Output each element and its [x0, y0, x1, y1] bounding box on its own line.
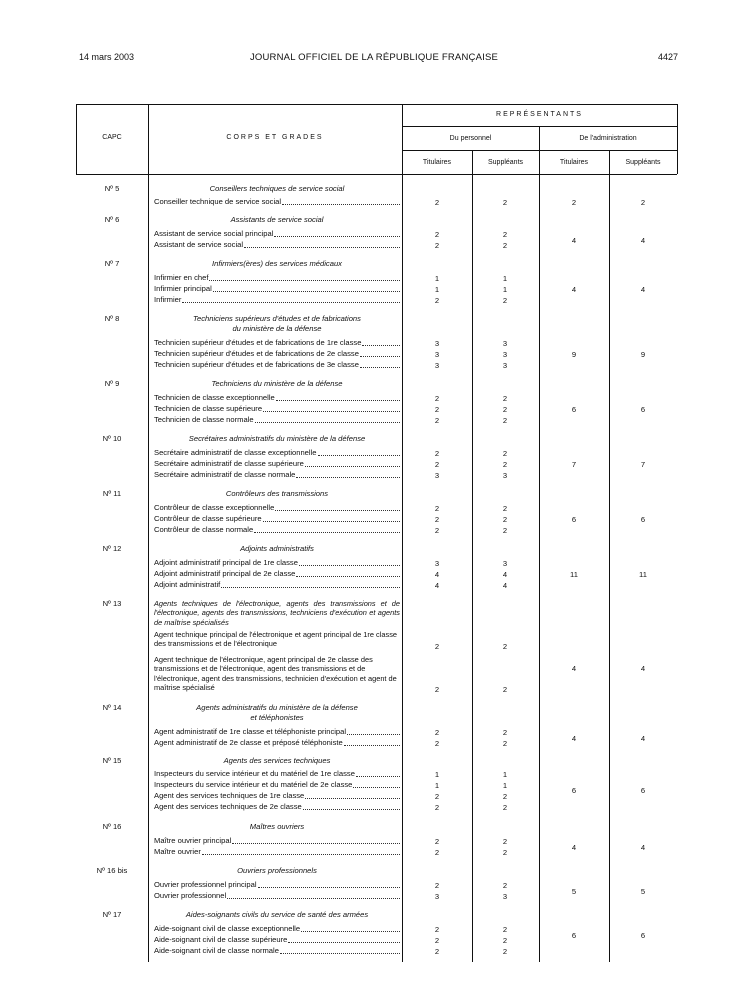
grade-line: Ouvrier professionnel	[154, 891, 400, 902]
grade-line: Aide-soignant civil de classe normale	[154, 946, 400, 957]
suppleants-value: 2	[502, 230, 508, 239]
suppleants-value: 2	[502, 416, 508, 425]
admin-titulaires-value: 4	[571, 236, 577, 245]
column-capc: CAPC	[102, 134, 122, 141]
admin-suppleants-value: 11	[639, 570, 647, 579]
grade-line: Agent des services techniques de 2e classe	[154, 802, 400, 813]
titulaires-value: 4	[434, 570, 440, 579]
admin-titulaires-value: 2	[571, 198, 577, 207]
category-title: Contrôleurs des transmissions	[225, 489, 329, 498]
grade-line: Assistant de service social	[154, 240, 400, 251]
category-title: Conseillers techniques de service social	[209, 184, 345, 193]
suppleants-value: 3	[502, 339, 508, 348]
grade-line: Technicien de classe normale	[154, 415, 400, 426]
admin-titulaires-value: 6	[571, 405, 577, 414]
titulaires-value: 2	[434, 803, 440, 812]
titulaires-value: 2	[434, 394, 440, 403]
category-title: Techniciens supérieurs d'études et de fabrications	[193, 314, 361, 323]
suppleants-value: 1	[502, 770, 508, 779]
titulaires-value: 3	[434, 339, 440, 348]
grade-line: Maître ouvrier	[154, 847, 400, 858]
grade-line: Agent des services techniques de 1re classe	[154, 791, 400, 802]
suppleants-value: 2	[502, 460, 508, 469]
admin-suppleants-value: 7	[640, 460, 646, 469]
admin-titulaires-value: 7	[571, 460, 577, 469]
titulaires-value: 2	[434, 881, 440, 890]
titulaires-value: 2	[434, 460, 440, 469]
admin-titulaires-value: 11	[570, 570, 578, 579]
suppleants-value: 3	[502, 350, 508, 359]
column-de-administration: De l'administration	[579, 135, 637, 142]
titulaires-value: 3	[434, 361, 440, 370]
admin-suppleants-value: 6	[640, 515, 646, 524]
titulaires-value: 2	[434, 936, 440, 945]
grade-line: Technicien supérieur d'études et de fabrications de 3e classe	[154, 360, 400, 371]
capc-number: Nº 8	[104, 314, 120, 323]
titulaires-value: 2	[434, 449, 440, 458]
suppleants-value: 2	[502, 515, 508, 524]
category-title: Agents des services techniques	[223, 756, 331, 765]
titulaires-value: 2	[434, 296, 440, 305]
suppleants-value: 4	[502, 570, 508, 579]
titulaires-value: 1	[434, 770, 440, 779]
suppleants-value: 2	[502, 685, 508, 694]
titulaires-value: 4	[434, 581, 440, 590]
grade-line: Inspecteurs du service intérieur et du matériel de 2e classe	[154, 780, 400, 791]
suppleants-value: 2	[502, 405, 508, 414]
suppleants-value: 2	[502, 947, 508, 956]
suppleants-value: 1	[502, 285, 508, 294]
grade-line: Adjoint administratif	[154, 580, 400, 591]
titulaires-value: 3	[434, 471, 440, 480]
category-title: Techniciens du ministère de la défense	[211, 379, 343, 388]
capc-number: Nº 11	[102, 489, 122, 498]
header-title: JOURNAL OFFICIEL DE LA RÉPUBLIQUE FRANÇAISE	[249, 52, 499, 63]
column-representants: REPRÉSENTANTS	[496, 111, 583, 118]
admin-suppleants-value: 4	[640, 236, 646, 245]
grade-line: Conseiller technique de service social	[154, 197, 400, 208]
titulaires-value: 2	[434, 416, 440, 425]
capc-number: Nº 10	[102, 434, 122, 443]
grade-line: Technicien de classe supérieure	[154, 404, 400, 415]
category-title: Infirmiers(ères) des services médicaux	[212, 259, 342, 268]
column-suppleants-administration: Suppléants	[625, 159, 661, 166]
suppleants-value: 2	[502, 449, 508, 458]
admin-suppleants-value: 6	[640, 931, 646, 940]
grade-line: Adjoint administratif principal de 2e classe	[154, 569, 400, 580]
suppleants-value: 2	[502, 526, 508, 535]
grade-line: Technicien de classe exceptionnelle	[154, 393, 400, 404]
capc-number: Nº 13	[102, 599, 122, 608]
admin-titulaires-value: 6	[571, 515, 577, 524]
admin-titulaires-value: 4	[571, 285, 577, 294]
titulaires-value: 2	[434, 504, 440, 513]
admin-suppleants-value: 4	[640, 843, 646, 852]
column-suppleants-personnel: Suppléants	[487, 159, 524, 166]
capc-number: Nº 7	[104, 259, 120, 268]
titulaires-value: 2	[434, 792, 440, 801]
admin-titulaires-value: 6	[571, 786, 577, 795]
suppleants-value: 2	[502, 504, 508, 513]
grade-line: Secrétaire administratif de classe exceptionnelle	[154, 448, 400, 459]
capc-number: Nº 15	[102, 756, 122, 765]
category-title: Assistants de service social	[230, 215, 324, 224]
titulaires-value: 2	[434, 198, 440, 207]
grade-line: Maître ouvrier principal	[154, 836, 400, 847]
grade-line: Assistant de service social principal	[154, 229, 400, 240]
capc-number: Nº 16	[102, 822, 122, 831]
column-titulaires-personnel: Titulaires	[422, 159, 452, 166]
suppleants-value: 3	[502, 559, 508, 568]
admin-titulaires-value: 6	[571, 931, 577, 940]
suppleants-value: 2	[502, 936, 508, 945]
capc-number: Nº 5	[104, 184, 120, 193]
capc-number: Nº 14	[102, 703, 122, 712]
admin-suppleants-value: 4	[640, 664, 646, 673]
suppleants-value: 3	[502, 892, 508, 901]
grade-line: Inspecteurs du service intérieur et du matériel de 1re classe	[154, 769, 400, 780]
grade-line: Agent administratif de 1re classe et téléphoniste principal	[154, 727, 400, 738]
grade-line: Contrôleur de classe supérieure	[154, 514, 400, 525]
titulaires-value: 1	[434, 781, 440, 790]
capc-number: Nº 16 bis	[96, 866, 128, 875]
category-title: Aides-soignants civils du service de santé des armées	[185, 910, 369, 919]
category-title-line-2: du ministère de la défense	[232, 324, 322, 333]
category-title: Adjoints administratifs	[240, 544, 314, 553]
titulaires-value: 2	[434, 925, 440, 934]
suppleants-value: 2	[502, 394, 508, 403]
column-corps-grades: CORPS ET GRADES	[226, 134, 324, 141]
grade-line: Technicien supérieur d'études et de fabrications de 1re classe	[154, 338, 400, 349]
titulaires-value: 2	[434, 837, 440, 846]
grade-paragraph: Agent technique de l'électronique, agent principal de 2e classe des transmissions et de l'électronique, agent des transmissions et de l'électronique, agent des transmissions, technicien d'exécution et agent de maîtrise spécialisé	[154, 655, 397, 693]
admin-suppleants-value: 2	[640, 198, 646, 207]
category-title-line-2: et téléphonistes	[250, 713, 304, 722]
category-title: Agents techniques de l'électronique, agents des transmissions et de l'électronique, agents des transmissions, techniciens d'exécution et agents de maîtrise spécialisés	[154, 599, 400, 627]
titulaires-value: 2	[434, 685, 440, 694]
suppleants-value: 1	[502, 781, 508, 790]
suppleants-value: 2	[502, 728, 508, 737]
titulaires-value: 2	[434, 405, 440, 414]
suppleants-value: 2	[502, 642, 508, 651]
suppleants-value: 1	[502, 274, 508, 283]
suppleants-value: 2	[502, 925, 508, 934]
suppleants-value: 2	[502, 848, 508, 857]
admin-suppleants-value: 5	[640, 887, 646, 896]
admin-titulaires-value: 5	[571, 887, 577, 896]
admin-titulaires-value: 4	[571, 664, 577, 673]
suppleants-value: 2	[502, 837, 508, 846]
capc-number: Nº 9	[104, 379, 120, 388]
suppleants-value: 2	[502, 739, 508, 748]
grade-line: Infirmier principal	[154, 284, 400, 295]
suppleants-value: 4	[502, 581, 508, 590]
grade-line: Infirmier en chef	[154, 273, 400, 284]
titulaires-value: 2	[434, 642, 440, 651]
admin-suppleants-value: 6	[640, 405, 646, 414]
suppleants-value: 2	[502, 296, 508, 305]
titulaires-value: 2	[434, 230, 440, 239]
grade-line: Agent administratif de 2e classe et préposé téléphoniste	[154, 738, 400, 749]
column-du-personnel: Du personnel	[449, 135, 492, 142]
grade-line: Secrétaire administratif de classe supérieure	[154, 459, 400, 470]
suppleants-value: 2	[502, 241, 508, 250]
grade-line: Technicien supérieur d'études et de fabrications de 2e classe	[154, 349, 400, 360]
category-title: Secrétaires administratifs du ministère de la défense	[188, 434, 366, 443]
capc-number: Nº 12	[102, 544, 122, 553]
admin-titulaires-value: 9	[571, 350, 577, 359]
column-titulaires-administration: Titulaires	[559, 159, 589, 166]
admin-titulaires-value: 4	[571, 843, 577, 852]
grade-paragraph: Agent technique principal de l'électronique et agent principal de 1re classe des transmissions et de l'électronique	[154, 630, 397, 649]
admin-suppleants-value: 4	[640, 285, 646, 294]
grade-line: Infirmier	[154, 295, 400, 306]
suppleants-value: 2	[502, 198, 508, 207]
titulaires-value: 3	[434, 350, 440, 359]
titulaires-value: 2	[434, 515, 440, 524]
titulaires-value: 3	[434, 892, 440, 901]
grade-line: Contrôleur de classe exceptionnelle	[154, 503, 400, 514]
suppleants-value: 3	[502, 361, 508, 370]
titulaires-value: 1	[434, 274, 440, 283]
grade-line: Aide-soignant civil de classe exceptionnelle	[154, 924, 400, 935]
header-page-number: 4427	[657, 52, 678, 62]
capc-number: Nº 6	[104, 215, 120, 224]
category-title: Ouvriers professionnels	[237, 866, 317, 875]
category-title: Maîtres ouvriers	[249, 822, 305, 831]
titulaires-value: 2	[434, 947, 440, 956]
capc-number: Nº 17	[102, 910, 122, 919]
suppleants-value: 2	[502, 881, 508, 890]
grade-line: Ouvrier professionnel principal	[154, 880, 400, 891]
titulaires-value: 2	[434, 728, 440, 737]
admin-titulaires-value: 4	[571, 734, 577, 743]
titulaires-value: 2	[434, 848, 440, 857]
header-date: 14 mars 2003	[79, 52, 135, 62]
grade-line: Contrôleur de classe normale	[154, 525, 400, 536]
admin-suppleants-value: 9	[640, 350, 646, 359]
titulaires-value: 2	[434, 241, 440, 250]
suppleants-value: 3	[502, 471, 508, 480]
admin-suppleants-value: 4	[640, 734, 646, 743]
suppleants-value: 2	[502, 792, 508, 801]
suppleants-value: 2	[502, 803, 508, 812]
titulaires-value: 2	[434, 739, 440, 748]
grade-line: Secrétaire administratif de classe normale	[154, 470, 400, 481]
titulaires-value: 2	[434, 526, 440, 535]
grade-line: Aide-soignant civil de classe supérieure	[154, 935, 400, 946]
titulaires-value: 1	[434, 285, 440, 294]
grade-line: Adjoint administratif principal de 1re classe	[154, 558, 400, 569]
category-title: Agents administratifs du ministère de la défense	[196, 703, 358, 712]
titulaires-value: 3	[434, 559, 440, 568]
admin-suppleants-value: 6	[640, 786, 646, 795]
